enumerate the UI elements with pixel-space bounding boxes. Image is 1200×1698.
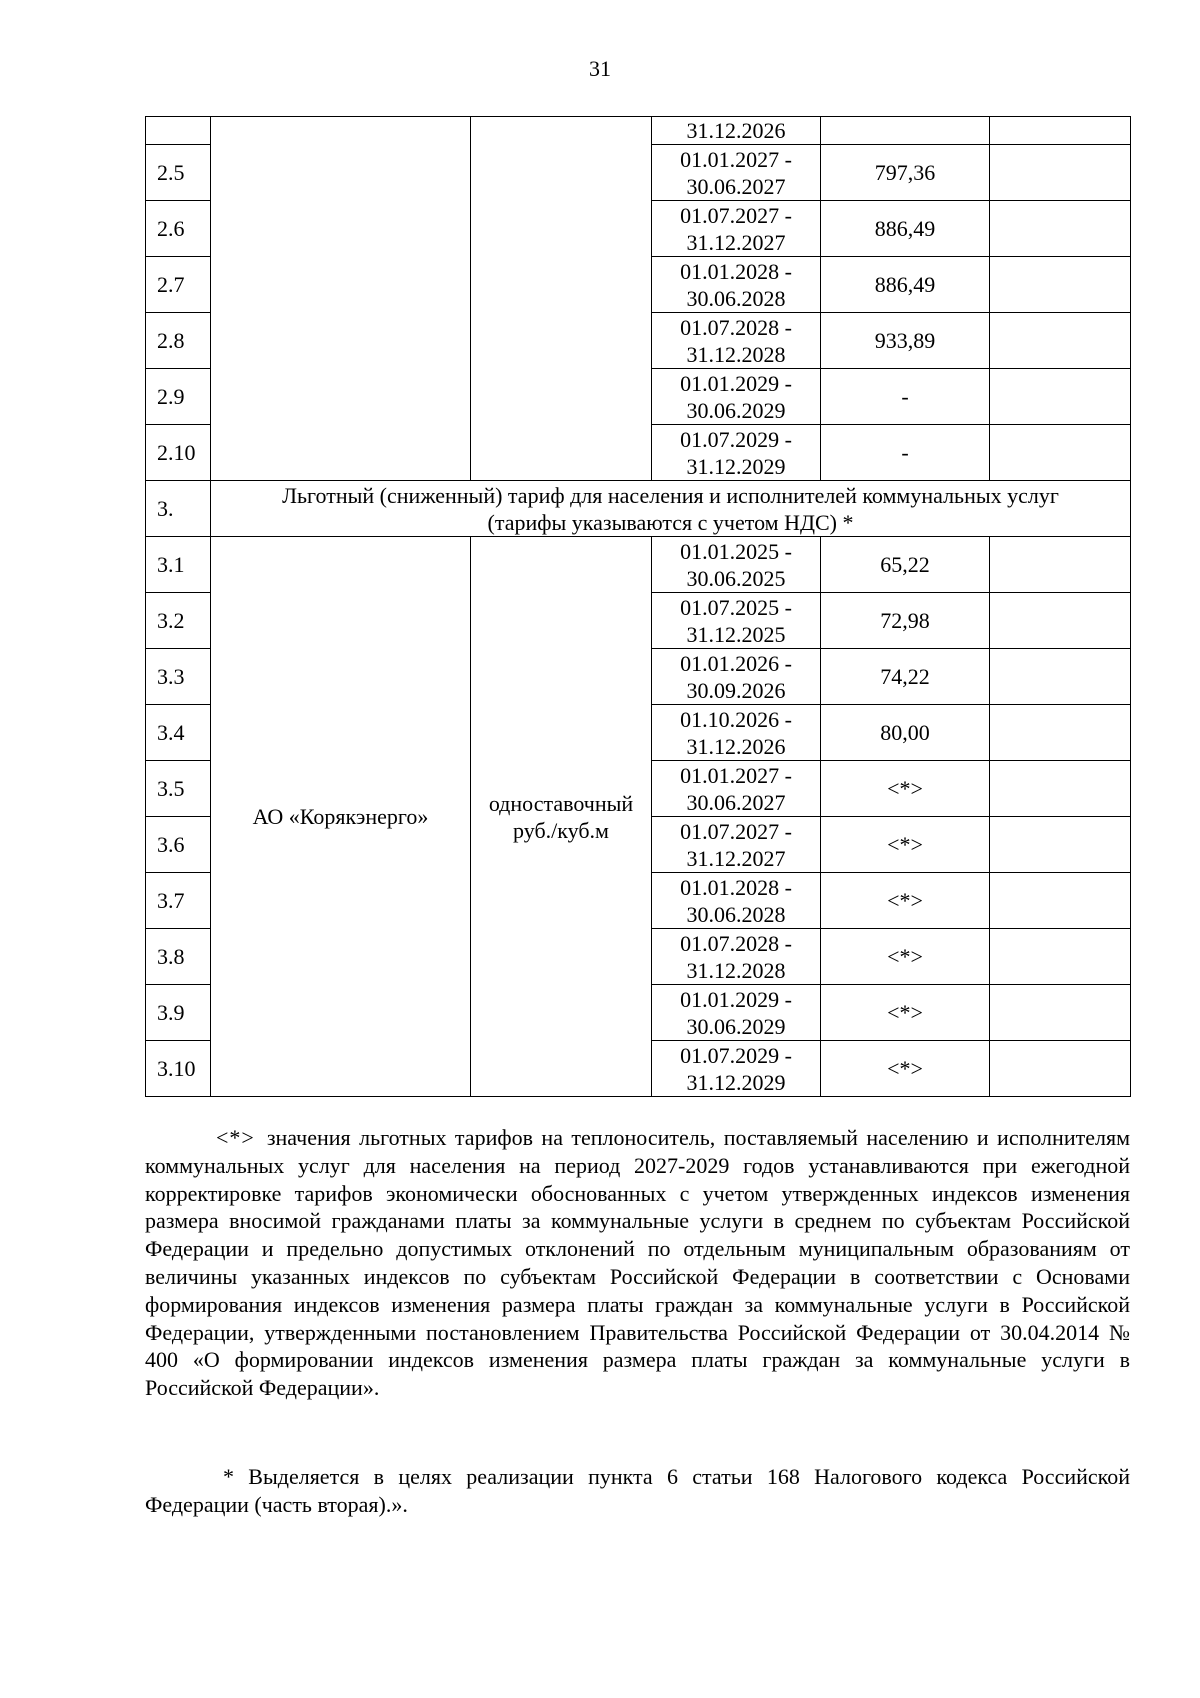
row-number: 3.2 xyxy=(146,593,211,649)
row-number: 3.6 xyxy=(146,817,211,873)
empty-cell xyxy=(990,761,1131,817)
period-cell: 01.07.2027 - 31.12.2027 xyxy=(652,201,821,257)
tariff-value: 74,22 xyxy=(821,649,990,705)
empty-cell xyxy=(990,201,1131,257)
row-number: 3.1 xyxy=(146,537,211,593)
period-cell: 01.07.2027 - 31.12.2027 xyxy=(652,817,821,873)
period-cell: 01.01.2027 - 30.06.2027 xyxy=(652,761,821,817)
period-cell: 01.01.2029 - 30.06.2029 xyxy=(652,985,821,1041)
empty-cell xyxy=(990,145,1131,201)
tariff-value: - xyxy=(821,369,990,425)
section-header-row xyxy=(146,481,1131,537)
empty-cell xyxy=(990,929,1131,985)
tariff-table xyxy=(145,116,1131,1097)
organization-cell: АО «Корякэнерго» xyxy=(211,537,471,1097)
section-number: 3. xyxy=(146,481,211,537)
tariff-value: 80,00 xyxy=(821,705,990,761)
row-number: 3.5 xyxy=(146,761,211,817)
period-cell: 01.07.2029 - 31.12.2029 xyxy=(652,425,821,481)
empty-cell xyxy=(990,985,1131,1041)
period-cell: 01.01.2026 - 30.09.2026 xyxy=(652,649,821,705)
tariff-value: 65,22 xyxy=(821,537,990,593)
period-cell: 01.01.2028 - 30.06.2028 xyxy=(652,257,821,313)
period-cell: 01.01.2027 - 30.06.2027 xyxy=(652,145,821,201)
tariff-value: <*> xyxy=(821,985,990,1041)
period-cell: 01.07.2029 - 31.12.2029 xyxy=(652,1041,821,1097)
tariff-value: <*> xyxy=(821,761,990,817)
tariff-value: <*> xyxy=(821,873,990,929)
row-number: 2.8 xyxy=(146,313,211,369)
empty-cell xyxy=(990,1041,1131,1097)
period-cell: 01.01.2025 - 30.06.2025 xyxy=(652,537,821,593)
footnote-text: значения льготных тарифов на теплоноситель, поставляемый населению и исполнителям коммунальных услуг для населения на период 2027-2029 годов устанавливаются при ежегодной корректировке тарифов экономически обоснованных с учетом утвержденных индексов изменения размера вносимой гражданами платы за коммунальные услуги в среднем по субъектам Российской Федерации и предельно допустимых отклонений по отдельным муниципальным образованиям от величины указанных индексов по субъектам Российской Федерации в соответствии с Основами формирования индексов изменения размера платы граждан за коммунальные услуги в Российской Федерации, утвержденными постановлением Правительства Российской Федерации от 30.04.2014 № 400 «О формировании индексов изменения размера платы граждан за коммунальные услуги в Российской Федерации». xyxy=(145,1125,1130,1401)
empty-cell xyxy=(990,873,1131,929)
row-number: 3.9 xyxy=(146,985,211,1041)
vat-note: * Выделяется в целях реализации пункта 6 статьи 168 Налогового кодекса Российской Федерации (часть вторая).». xyxy=(145,1464,1130,1517)
section-title: Льготный (сниженный) тариф для населения и исполнителей коммунальных услуг (тарифы указываются с учетом НДС) * xyxy=(211,481,1131,537)
tariff-type-cell: одноставочный руб./куб.м xyxy=(471,537,652,1097)
period-cell: 01.01.2028 - 30.06.2028 xyxy=(652,873,821,929)
tariff-value: 72,98 xyxy=(821,593,990,649)
period-cell: 01.01.2029 - 30.06.2029 xyxy=(652,369,821,425)
row-number: 2.9 xyxy=(146,369,211,425)
organization-cell xyxy=(211,117,471,481)
footnote-paragraph xyxy=(145,1124,1130,1402)
period-cell: 01.07.2028 - 31.12.2028 xyxy=(652,313,821,369)
row-number: 3.8 xyxy=(146,929,211,985)
page-number: 31 xyxy=(589,56,611,81)
row-number: 3.3 xyxy=(146,649,211,705)
tariff-value: - xyxy=(821,425,990,481)
empty-cell xyxy=(990,257,1131,313)
table-row xyxy=(146,117,1131,145)
empty-cell xyxy=(990,369,1131,425)
tariff-value: 933,89 xyxy=(821,313,990,369)
empty-cell xyxy=(990,537,1131,593)
period-cell: 01.10.2026 - 31.12.2026 xyxy=(652,705,821,761)
tariff-value: <*> xyxy=(821,817,990,873)
footnote-marker: <*> xyxy=(216,1125,255,1150)
row-number: 2.5 xyxy=(146,145,211,201)
period-cell: 01.07.2025 - 31.12.2025 xyxy=(652,593,821,649)
empty-cell xyxy=(990,593,1131,649)
period-cell: 01.07.2028 - 31.12.2028 xyxy=(652,929,821,985)
period-cell: 31.12.2026 xyxy=(652,117,821,145)
table-row xyxy=(146,537,1131,593)
row-number: 2.6 xyxy=(146,201,211,257)
tariff-type-cell xyxy=(471,117,652,481)
empty-cell xyxy=(990,705,1131,761)
tariff-value: 886,49 xyxy=(821,201,990,257)
row-number: 2.7 xyxy=(146,257,211,313)
row-number: 3.7 xyxy=(146,873,211,929)
empty-cell xyxy=(990,425,1131,481)
tariff-value: <*> xyxy=(821,929,990,985)
empty-cell xyxy=(990,313,1131,369)
tariff-value: 886,49 xyxy=(821,257,990,313)
row-number: 3.10 xyxy=(146,1041,211,1097)
tariff-value xyxy=(821,117,990,145)
row-number: 2.10 xyxy=(146,425,211,481)
tariff-value: 797,36 xyxy=(821,145,990,201)
row-number: 3.4 xyxy=(146,705,211,761)
empty-cell xyxy=(990,817,1131,873)
tariff-value: <*> xyxy=(821,1041,990,1097)
empty-cell xyxy=(990,649,1131,705)
row-number xyxy=(146,117,211,145)
empty-cell xyxy=(990,117,1131,145)
